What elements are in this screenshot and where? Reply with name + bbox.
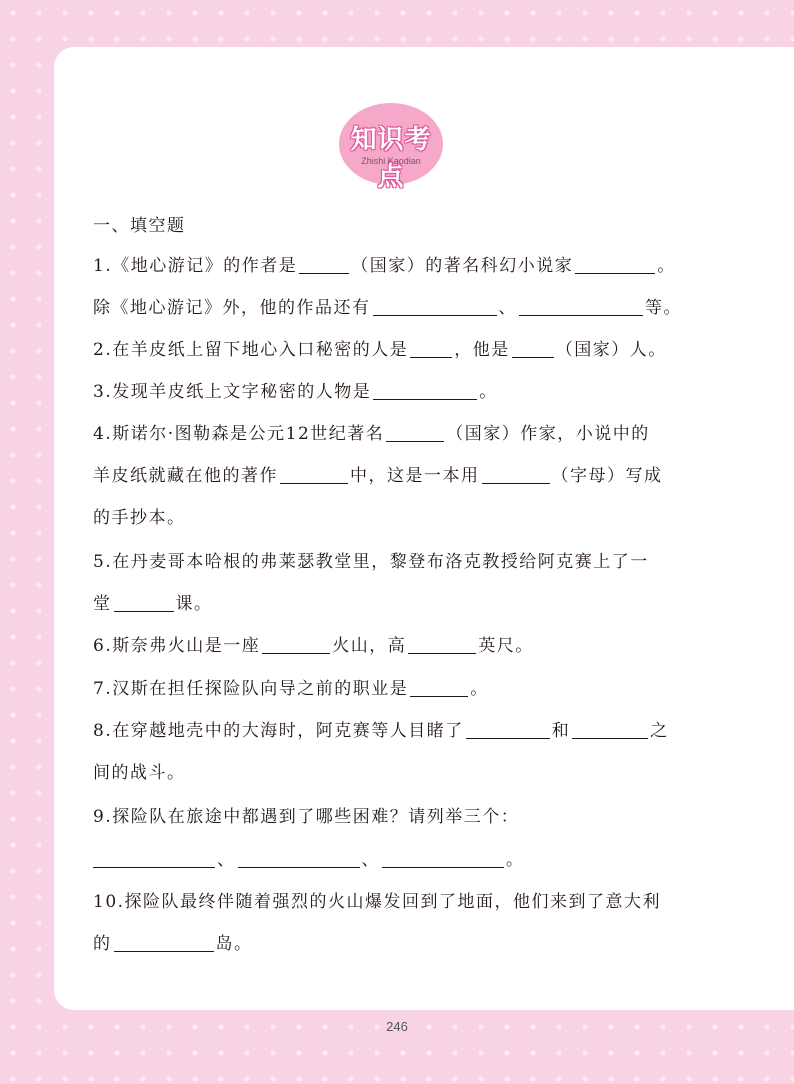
question-5-line-1: 5.在丹麦哥本哈根的弗莱瑟教堂里，黎登布洛克教授给阿克赛上了一 (93, 552, 649, 572)
answer-blank[interactable] (408, 635, 476, 654)
question-3: 3.发现羊皮纸上文字秘密的人物是 。 (93, 382, 498, 402)
section-badge (339, 103, 443, 192)
answer-blank[interactable] (373, 297, 497, 316)
question-1-line-1: 1.《地心游记》的作者是 （国家）的著名科幻小说家 。 (93, 256, 676, 276)
question-9-line-2: 、 、 。 (93, 848, 525, 872)
question-9-line-1: 9.探险队在旅途中都遇到了哪些困难？请列举三个： (93, 807, 520, 827)
question-8-line-1: 8.在穿越地壳中的大海时，阿克赛等人目睹了 和 之 (93, 721, 669, 741)
answer-blank[interactable] (299, 255, 349, 274)
answer-blank[interactable] (575, 255, 655, 274)
question-5-line-2: 堂 课。 (93, 594, 213, 614)
answer-blank[interactable] (280, 465, 348, 484)
section-title: 一、填空题 (93, 216, 186, 236)
question-7: 7.汉斯在担任探险队向导之前的职业是 。 (93, 679, 489, 699)
answer-blank[interactable] (410, 339, 452, 358)
question-6: 6.斯奈弗火山是一座 火山，高 英尺。 (93, 636, 534, 656)
answer-blank[interactable] (512, 339, 554, 358)
question-2: 2.在羊皮纸上留下地心入口秘密的人是 ，他是 （国家）人。 (93, 340, 667, 360)
question-8-line-2: 间的战斗。 (93, 763, 186, 783)
answer-blank[interactable] (262, 635, 330, 654)
page-number: 246 (386, 1019, 408, 1034)
answer-blank[interactable] (238, 849, 360, 868)
question-1-line-2: 除《地心游记》外，他的作品还有 、 等。 (93, 298, 682, 318)
question-10-line-2: 的 岛。 (93, 934, 253, 954)
badge-subtitle: Zhishi Kaodian (361, 156, 421, 166)
question-4-line-2: 羊皮纸就藏在他的著作 中，这是一本用 （字母）写成 (93, 466, 663, 486)
answer-blank[interactable] (410, 678, 468, 697)
answer-blank[interactable] (482, 465, 550, 484)
question-4-line-1: 4.斯诺尔·图勒森是公元12世纪著名 （国家）作家，小说中的 (93, 424, 650, 444)
answer-blank[interactable] (93, 849, 215, 868)
answer-blank[interactable] (382, 849, 504, 868)
answer-blank[interactable] (373, 381, 477, 400)
answer-blank[interactable] (114, 593, 174, 612)
answer-blank[interactable] (114, 933, 214, 952)
answer-blank[interactable] (386, 423, 444, 442)
badge-title: 知识考点 (350, 125, 432, 192)
question-10-line-1: 10.探险队最终伴随着强烈的火山爆发回到了地面，他们来到了意大利 (93, 892, 662, 912)
answer-blank[interactable] (466, 720, 550, 739)
answer-blank[interactable] (572, 720, 648, 739)
answer-blank[interactable] (519, 297, 643, 316)
question-4-line-3: 的手抄本。 (93, 508, 186, 528)
